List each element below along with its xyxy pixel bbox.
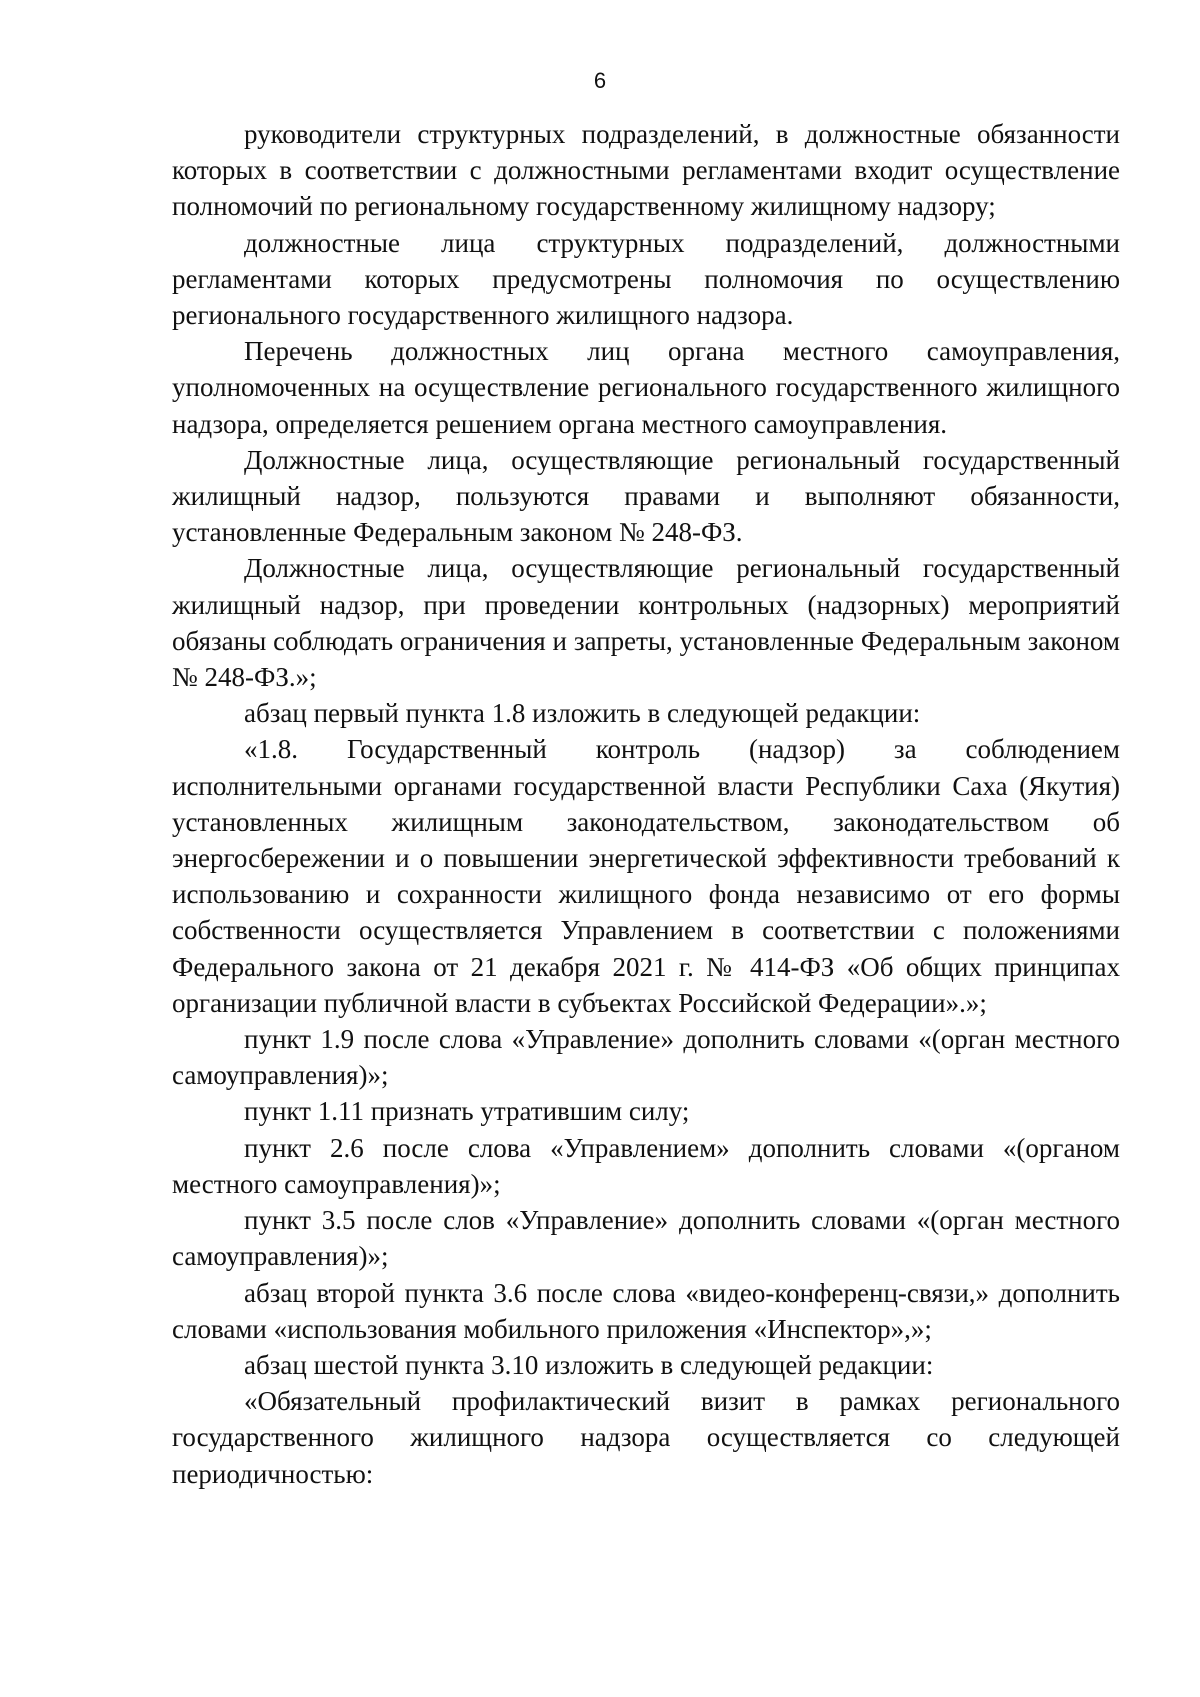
paragraph-5: Должностные лица, осуществляющие региональный государственный жилищный надзор, при проведении контрольных (надзорных) мероприятий обязаны соблюдать ограничения и запреты, установленные Федеральным законом № 248-ФЗ.»; (172, 553, 1120, 693)
paragraph-8: пункт 1.9 после слова «Управление» дополнить словами «(орган местного самоуправления)»; (172, 1024, 1120, 1091)
paragraph-10: пункт 2.6 после слова «Управлением» дополнить словами «(органом местного самоуправления)»; (172, 1132, 1120, 1199)
paragraph-9: пункт 1.11 признать утратившим силу; (244, 1096, 690, 1127)
paragraph-6: абзац первый пункта 1.8 изложить в следующей редакции: (244, 698, 921, 729)
paragraph-2: должностные лица структурных подразделений, должностными регламентами которых предусмотрены полномочия по осуществлению регионального государственного жилищного надзора. (172, 227, 1120, 331)
paragraph-4: Должностные лица, осуществляющие региональный государственный жилищный надзор, пользуются правами и выполняют обязанности, установленные Федеральным законом № 248-ФЗ. (172, 444, 1120, 548)
paragraph-3: Перечень должностных лиц органа местного самоуправления, уполномоченных на осуществление регионального государственного жилищного надзора, определяется решением органа местного самоуправления. (172, 336, 1120, 439)
paragraph-11: пункт 3.5 после слов «Управление» дополнить словами «(орган местного самоуправления)»; (172, 1205, 1120, 1272)
page-number: 6 (593, 68, 607, 93)
paragraph-1: руководители структурных подразделений, в должностные обязанности которых в соответствии с должностными регламентами входит осуществление полномочий по региональному государственному жилищному надзору; (172, 119, 1120, 222)
paragraph-13: абзац шестой пункта 3.10 изложить в следующей редакции: (244, 1349, 934, 1380)
document-body (172, 116, 1120, 1492)
paragraph-12: абзац второй пункта 3.6 после слова «видео-конференц-связи,» дополнить словами «использования мобильного приложения «Инспектор»,»; (172, 1277, 1120, 1344)
paragraph-14: «Обязательный профилактический визит в рамках регионального государственного жилищного надзора осуществляется со следующей периодичностью: (172, 1386, 1120, 1489)
paragraph-7: «1.8. Государственный контроль (надзор) за соблюдением исполнительными органами государственной власти Республики Саха (Якутия) установленных жилищным законодательством, законодательством об энергосбережении и о повышении энергетической эффективности требований к использованию и сохранности жилищного фонда независимо от его формы собственности осуществляется Управлением в соответствии с положениями Федерального закона от 21 декабря 2021 г. № 414-ФЗ «Об общих принципах организации публичной власти в субъектах Российской Федерации».»; (172, 734, 1120, 1018)
